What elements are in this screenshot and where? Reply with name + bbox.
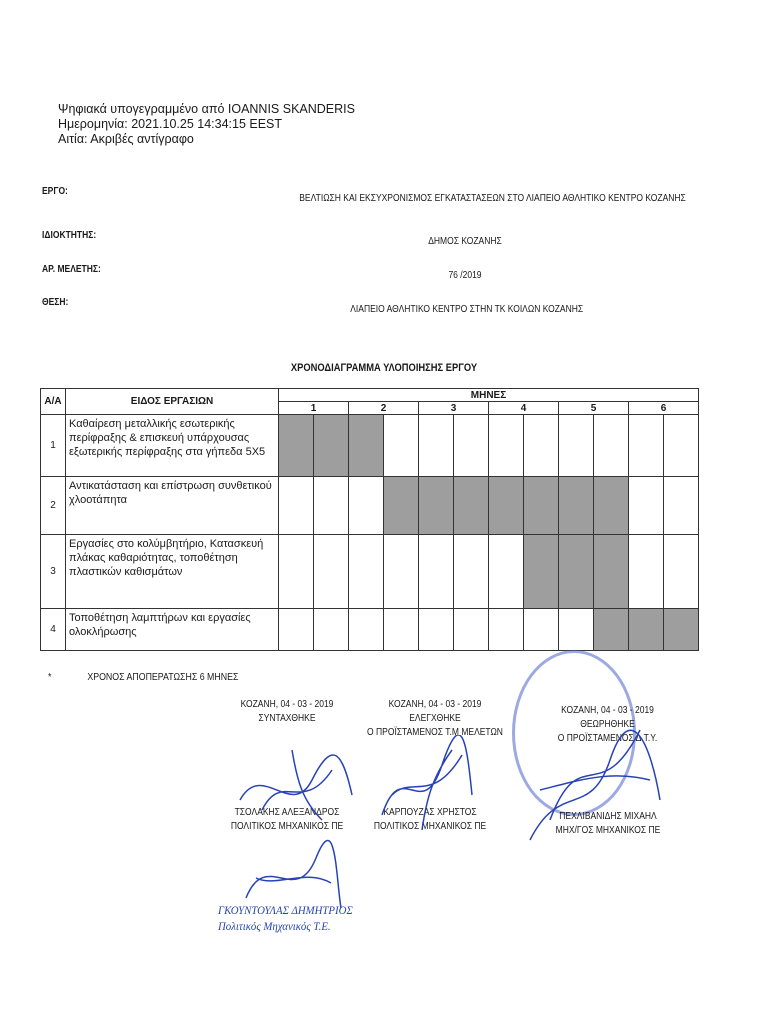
approved-date: ΚΟΖΑΝΗ, 04 - 03 - 2019 [561, 705, 654, 716]
schedule-empty-cell [279, 535, 314, 609]
schedule-empty-cell [664, 535, 699, 609]
schedule-empty-cell [314, 609, 349, 651]
digital-signature-date: Ημερομηνία: 2021.10.25 14:34:15 EEST [58, 117, 283, 131]
digital-signature-signer: Ψηφιακά υπογεγραμμένο από IOANNIS SKANDERIS [58, 102, 355, 116]
handwritten-signature-checked [372, 735, 482, 835]
schedule-empty-cell [559, 609, 594, 651]
month-2: 2 [349, 402, 419, 415]
schedule-row [41, 415, 699, 477]
schedule-empty-cell [419, 609, 454, 651]
schedule-bar-cell [594, 609, 629, 651]
approved-title: ΜΗΧ/ΓΟΣ ΜΗΧΑΝΙΚΟΣ ΠΕ [555, 825, 661, 836]
schedule-empty-cell [629, 535, 664, 609]
schedule-empty-cell [629, 477, 664, 535]
schedule-bar-cell [454, 477, 489, 535]
schedule-empty-cell [489, 415, 524, 477]
schedule-empty-cell [594, 415, 629, 477]
approved-action: ΘΕΩΡΗΘΗΚΕ [580, 719, 635, 730]
checked-action: ΕΛΕΓΧΘΗΚΕ [409, 713, 461, 724]
approved-name: ΠΕΧΛΙΒΑΝΙΔΗΣ ΜΙΧΑΗΛ [559, 811, 657, 822]
checked-name: ΚΑΡΠΟΥΖΑΣ ΧΡΗΣΤΟΣ [383, 807, 477, 818]
owner-label: ΙΔΙΟΚΤΗΤΗΣ: [42, 230, 97, 241]
compiled-name: ΤΣΟΛΑΚΗΣ ΑΛΕΞΑΝΔΡΟΣ [234, 807, 340, 818]
footnote-text: ΧΡΟΝΟΣ ΑΠΟΠΕΡΑΤΩΣΗΣ 6 ΜΗΝΕΣ [87, 672, 239, 683]
schedule-empty-cell [419, 415, 454, 477]
compiled-action: ΣΥΝΤΑΧΘΗΚΕ [258, 713, 316, 724]
schedule-row [41, 535, 699, 609]
schedule-bar-cell [559, 477, 594, 535]
schedule-row [41, 477, 699, 535]
compiled-title: ΠΟΛΙΤΙΚΟΣ ΜΗΧΑΝΙΚΟΣ ΠΕ [230, 821, 344, 832]
checked-title: ΠΟΛΙΤΙΚΟΣ ΜΗΧΑΝΙΚΟΣ ΠΕ [373, 821, 487, 832]
schedule-empty-cell [664, 477, 699, 535]
schedule-empty-cell [454, 415, 489, 477]
schedule-bar-cell [419, 477, 454, 535]
header-months: ΜΗΝΕΣ [279, 389, 699, 402]
work-description: Εργασίες στο κολύμβητήριο, Κατασκευή πλάκας καθαριότητας, τοποθέτηση πλαστικών καθισμάτων [66, 535, 279, 609]
project-label: ΕΡΓΟ: [42, 186, 68, 197]
handwritten-signature-stamp [236, 838, 346, 918]
stamp-title: Πολιτικός Μηχανικός Τ.Ε. [218, 919, 331, 933]
schedule-empty-cell [524, 415, 559, 477]
handwritten-signature-approved [520, 720, 670, 850]
checked-role: Ο ΠΡΟΪΣΤΑΜΕΝΟΣ Τ.Μ ΜΕΛΕΤΩΝ [367, 727, 503, 738]
schedule-empty-cell [419, 535, 454, 609]
schedule-bar-cell [524, 535, 559, 609]
schedule-body [41, 415, 699, 651]
schedule-empty-cell [489, 535, 524, 609]
schedule-empty-cell [629, 415, 664, 477]
digital-signature-stamp [58, 102, 355, 147]
schedule-empty-cell [384, 535, 419, 609]
schedule-table [40, 388, 699, 651]
month-1: 1 [279, 402, 349, 415]
schedule-empty-cell [349, 609, 384, 651]
completion-time-note [48, 672, 238, 683]
header-aa: Α/Α [41, 389, 66, 415]
approved-role: Ο ΠΡΟΪΣΤΑΜΕΝΟΣ Δ.Τ.Υ. [557, 733, 658, 744]
schedule-empty-cell [664, 415, 699, 477]
checked-date: ΚΟΖΑΝΗ, 04 - 03 - 2019 [388, 699, 482, 710]
schedule-bar-cell [349, 415, 384, 477]
schedule-bar-cell [629, 609, 664, 651]
schedule-empty-cell [524, 609, 559, 651]
schedule-empty-cell [349, 477, 384, 535]
row-number: 2 [41, 477, 66, 535]
schedule-empty-cell [454, 535, 489, 609]
schedule-bar-cell [279, 415, 314, 477]
handwritten-signature-compiled [232, 740, 362, 830]
schedule-empty-cell [349, 535, 384, 609]
project-value: ΒΕΛΤΙΩΣΗ ΚΑΙ ΕΚΣΥΧΡΟΝΙΣΜΟΣ ΕΓΚΑΤΑΣΤΑΣΕΩΝ ΣΤΟ ΛΙΑΠΕΙΟ ΑΘΛΗΤΙΚΟ ΚΕΝΤΡΟ ΚΟΖΑΝΗΣ [299, 193, 686, 204]
signature-block-checked [363, 698, 508, 740]
schedule-empty-cell [279, 609, 314, 651]
work-description: Καθαίρεση μεταλλικής εσωτερικής περίφραξης & επισκευή υπάρχουσας εξωτερικής περίφραξης στα γήπεδα 5Χ5 [66, 415, 279, 477]
schedule-empty-cell [314, 535, 349, 609]
schedule-bar-cell [314, 415, 349, 477]
signature-block-compiled [232, 698, 343, 726]
header-works: ΕΙΔΟΣ ΕΡΓΑΣΙΩΝ [66, 389, 279, 415]
study-number-value: 76 /2019 [448, 270, 482, 281]
schedule-bar-cell [384, 477, 419, 535]
schedule-bar-cell [524, 477, 559, 535]
schedule-empty-cell [314, 477, 349, 535]
month-4: 4 [489, 402, 559, 415]
schedule-bar-cell [594, 477, 629, 535]
footnote-marker: * [48, 672, 52, 683]
schedule-empty-cell [279, 477, 314, 535]
month-6: 6 [629, 402, 699, 415]
study-number-label: ΑΡ. ΜΕΛΕΤΗΣ: [42, 264, 101, 275]
work-description: Τοποθέτηση λαμπτήρων και εργασίες ολοκλήρωσης [66, 609, 279, 651]
schedule-bar-cell [594, 535, 629, 609]
row-number: 4 [41, 609, 66, 651]
row-number: 1 [41, 415, 66, 477]
work-description: Αντικατάσταση και επίστρωση συνθετικού χλοοτάπητα [66, 477, 279, 535]
schedule-empty-cell [384, 415, 419, 477]
row-number: 3 [41, 535, 66, 609]
month-3: 3 [419, 402, 489, 415]
compiled-date: ΚΟΖΑΝΗ, 04 - 03 - 2019 [240, 699, 334, 710]
stamp-name: ΓΚΟΥΝΤΟΥΛΑΣ ΔΗΜΗΤΡΙΟΣ [218, 903, 353, 917]
schedule-empty-cell [454, 609, 489, 651]
schedule-title: ΧΡΟΝΟΔΙΑΓΡΑΜΜΑ ΥΛΟΠΟΙΗΣΗΣ ΕΡΓΟΥ [290, 362, 478, 374]
schedule-bar-cell [664, 609, 699, 651]
location-label: ΘΕΣΗ: [42, 297, 69, 308]
schedule-empty-cell [559, 415, 594, 477]
location-value: ΛΙΑΠΕΙΟ ΑΘΛΗΤΙΚΟ ΚΕΝΤΡΟ ΣΤΗΝ ΤΚ ΚΟΙΛΩΝ ΚΟΖΑΝΗΣ [350, 304, 584, 315]
schedule-empty-cell [384, 609, 419, 651]
schedule-empty-cell [489, 609, 524, 651]
schedule-bar-cell [489, 477, 524, 535]
month-5: 5 [559, 402, 629, 415]
digital-signature-reason: Αιτία: Ακριβές αντίγραφο [58, 132, 194, 146]
schedule-bar-cell [559, 535, 594, 609]
owner-value: ΔΗΜΟΣ ΚΟΖΑΝΗΣ [428, 236, 502, 247]
schedule-row [41, 609, 699, 651]
